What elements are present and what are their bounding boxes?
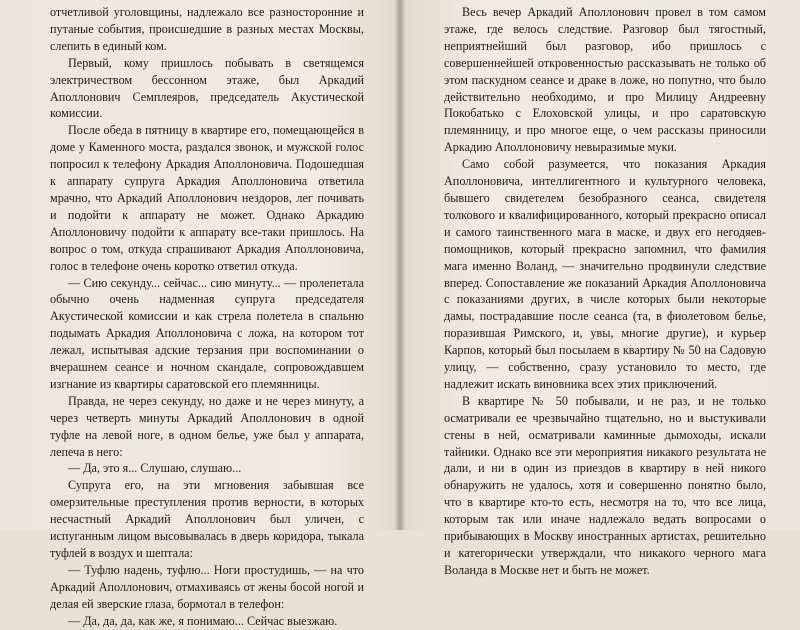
- paragraph: Правда, не через секунду, но даже и не через минуту, а через четверть минуты Аркадий Аполлонович в одной туфле на левой ноге, в одном белье, уже был у аппарата, лепеча в него:: [50, 393, 364, 459]
- paragraph: Супруга его, на эти мгновения забывшая все омерзительные преступления против верности, в которых несчастный Аркадий Аполлонович был уличен, с испуганным лицом высовывалась в дверь коридора, тыкала туфлей в воздух и шептала:: [50, 478, 364, 560]
- paragraph: Весь вечер Аркадий Аполлонович провел в том самом этаже, где велось следствие. Разговор был тягостный, неприятнейший был разговор, ибо пришлось с совершеннейшей откровенностью рассказывать не только об этом паскудном сеансе и драке в ложе, но попутно, что было действительно необходимо, и про Милицу Андреевну Покобатько с Елоховской улицы, и про саратовскую племянницу, и про многое еще, о чем рассказы приносили Аркадию Аполлоновичу невыразимые муки.: [444, 5, 766, 155]
- paragraph: — Да, это я... Слушаю, слушаю...: [68, 461, 242, 476]
- paragraph: Первый, кому пришлось побывать в светящемся электричеством бессонном этаже, был Аркадий Аполлонович Семплеяров, председатель Акустической комиссии.: [50, 55, 364, 121]
- left-page: [0, 0, 400, 628]
- paragraph: После обеда в пятницу в квартире его, помещающейся в доме у Каменного моста, раздался звонок, и мужской голос попросил к телефону Аркадия Аполлоновича. Подошедшая к аппарату супруга Аркадия Аполлоновича ответила мрачно, что Аркадий Аполлонович нездоров, лег почивать и подойти к аппарату не может. Однако Аркадию Аполлоновичу подойти к аппарату все-таки пришлось. На вопрос о том, откуда спрашивают Аркадия Аполлоновича, голос в телефоне очень коротко ответил откуда.: [50, 123, 364, 273]
- paragraph: — Да, да, да, как же, я понимаю... Сейчас выезжаю.: [68, 613, 338, 628]
- paragraph: отчетливой уголовщины, надлежало все разносторонние и путаные события, происшедшие в разных местах Москвы, слепить в единый ком.: [50, 5, 364, 53]
- paragraph: — Туфлю надень, туфлю... Ноги простудишь, — на что Аркадий Аполлонович, отмахиваясь от жены босой ногой и делая ей зверские глаза, бормотал в телефон:: [50, 562, 364, 611]
- paragraph: Само собой разумеется, что показания Аркадия Аполлоновича, интеллигентного и культурного человека, бывшего свидетелем безобразного сеанса, свидетеля толкового и квалифицированного, который прекрасно описал и самого таинственного мага в маске, и двух его негодяев-помощников, который прекрасно запомнил, что фамилия мага именно Воланд, — значительно продвинули следствие вперед. Сопоставление же показаний Аркадия Аполлоновича с показаниями других, в числе которых были некоторые дамы, пострадавшие после сеанса (та, в фиолетовом белье, поразившая Римского, и, увы, многие другие), и курьер Карпов, который был посылаем в квартиру № 50 на Садовую улицу, — собственно, сразу установило то место, где надлежит искать виновника всех этих приключений.: [444, 157, 766, 391]
- right-page: [400, 0, 800, 577]
- paragraph: — Сию секунду... сейчас... сию минуту... — пролепетала обычно очень надменная супруга председателя Акустической комиссии и как стрела полетела в спальню подымать Аркадия Аполлоновича с ложа, на котором тот лежал, испытывая адские терзания при воспоминании о вчерашнем сеансе и ночном скандале, сопровождавшем изгнание из квартиры саратовской его племянницы.: [50, 275, 364, 391]
- paragraph: В квартире № 50 побывали, и не раз, и не только осматривали ее чрезвычайно тщательно, но и выстукивали стены в ней, осматривали каминные дымоходы, искали тайники. Однако все эти мероприятия никакого результата не дали, и ни в один из приездов в квартиру в ней никого обнаружить не удалось, хотя и совершенно понятно было, что в квартире кто-то есть, несмотря на то, что все лица, которым так или иначе надлежало ведать вопросами о прибывающих в Москву иностранных артистах, решительно и категорически утверждали, что никакого черного мага Воланда в Москве нет и быть не может.: [444, 393, 766, 577]
